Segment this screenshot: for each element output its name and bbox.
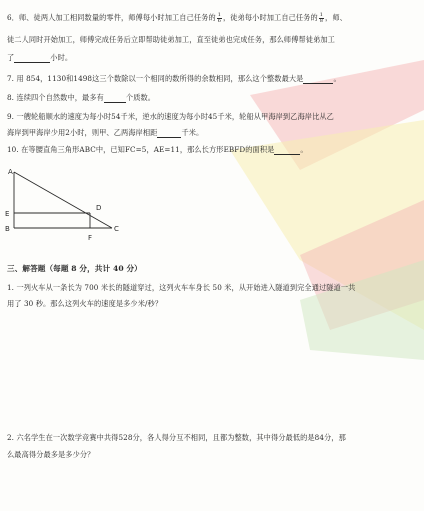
q6-line3: 了 小时。 (7, 53, 73, 62)
q10-line: 10. 在等腰直角三角形ABC中，已知FC=5，AE=11，那么长方形EBFD的面积是 。 (7, 145, 308, 154)
q9-line1: 9. 一艘轮船顺水的速度为每小时54千米，逆水的速度为每小时45千米，轮船从甲海岸到乙海岸比从乙 (7, 112, 334, 121)
p1-line1: 1. 一列火车从一条长为 700 米长的隧道穿过，这列火车车身长 50 米，从开始进入隧道到完全通过隧道一共 (7, 283, 356, 292)
q6-line1-a: 6．师、徒两人加工相同数量的零件，师傅每小时加工自己任务的 (7, 13, 216, 22)
section3-title: 三、解答题（每题 8 分，共计 40 分） (7, 264, 142, 273)
label-d: D (96, 204, 102, 212)
figure-lines (14, 172, 112, 228)
label-a: A (8, 168, 13, 176)
p2-line1: 2. 六名学生在一次数学竞赛中共得528分，各人得分互不相同，且都为整数，其中得分最低的是84分，那 (7, 433, 346, 442)
q6-line2: 徒二人同时开始加工，师傅完成任务后立即帮助徒弟加工，直至徒弟也完成任务，那么师傅帮徒弟加工 (7, 35, 335, 44)
label-c: C (114, 225, 119, 233)
p1-line2: 用了 30 秒。那么这列火车的速度是多少米/秒？ (7, 299, 163, 308)
q6-line1-c: ，师、 (325, 13, 347, 22)
p2-line2: 么最高得分最多是多少分？ (7, 450, 95, 459)
q7-line: 7. 用 854，1130和1498这三个数除以一个相同的数所得的余数相同，那么这个整数最大是 。 (7, 74, 341, 83)
q6-fraction-1: $\frac{1}{6}$ (217, 11, 222, 24)
label-b: B (5, 225, 10, 233)
q6-fraction-2: $\frac{1}{8}$ (319, 11, 324, 24)
q9-line2: 海岸到甲海岸少用2小时，则甲、乙两海岸相距 千米。 (7, 128, 204, 137)
q6-line1-b: ，徒弟每小时加工自己任务的 (223, 13, 318, 22)
side-ac (14, 172, 112, 228)
q8-line: 8. 连续四个自然数中，最多有 个质数。 (7, 93, 156, 102)
label-f: F (88, 234, 93, 242)
label-e: E (5, 210, 10, 218)
